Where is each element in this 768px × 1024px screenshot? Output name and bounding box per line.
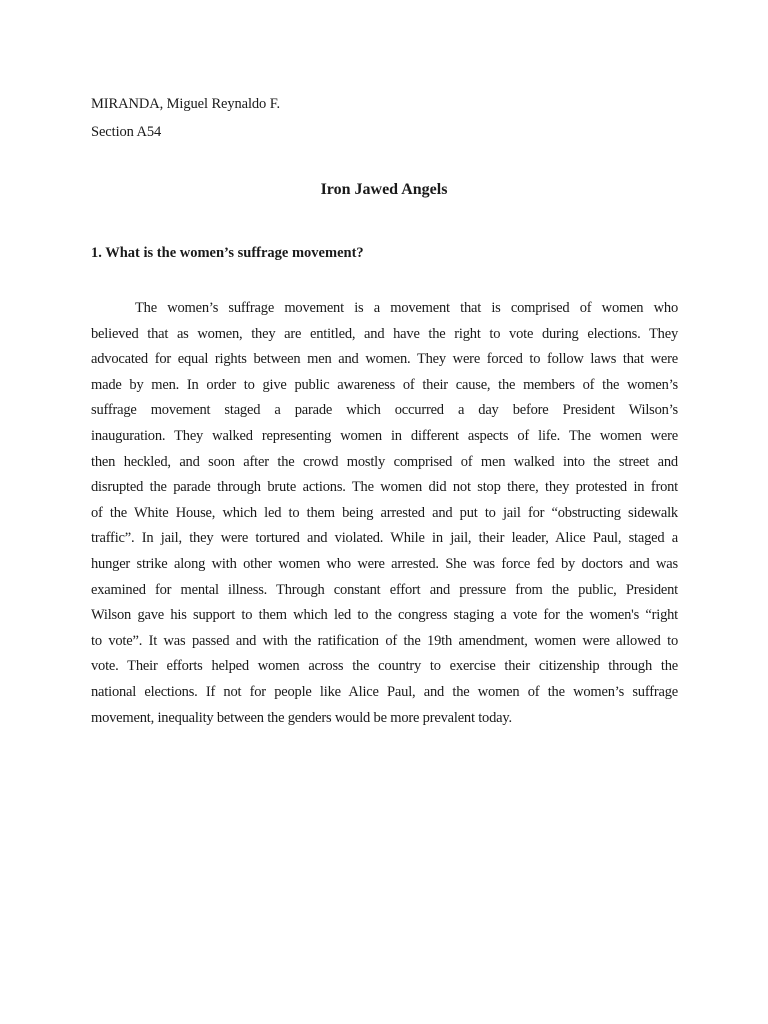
paragraph-line: hunger strike along with other women who were arrested. She was force fed by doctors and was [91,555,678,572]
paragraph-line: The women’s suffrage movement is a movement that is comprised of women who [135,300,678,316]
paragraph-line: made by men. In order to give public awareness of their cause, the members of the women’s [91,376,678,393]
paragraph-line: Wilson gave his support to them which led to the congress staging a vote for the women's “right [91,607,678,624]
paragraph-line: examined for mental illness. Through constant effort and pressure from the public, President [91,581,678,598]
document-title: Iron Jawed Angels [320,181,448,198]
paragraph-line: of the White House, which led to them being arrested and put to jail for “obstructing sidewalk [91,504,678,521]
paragraph-line: inauguration. They walked representing women in different aspects of life. The women were [91,427,678,444]
paragraph-line: then heckled, and soon after the crowd mostly comprised of men walked into the street and [91,453,678,470]
paragraph-line: believed that as women, they are entitled, and have the right to vote during elections. They [91,325,678,342]
class-section: Section A54 [91,124,162,140]
paragraph-line: national elections. If not for people like Alice Paul, and the women of the women’s suffrage [91,683,678,700]
paragraph-line: movement, inequality between the genders would be more prevalent today. [91,709,512,726]
paragraph-line: traffic”. In jail, they were tortured and violated. While in jail, their leader, Alice Paul, staged a [91,530,678,547]
paragraph-line: disrupted the parade through brute actions. The women did not stop there, they protested in front [91,479,678,496]
paragraph-line: suffrage movement staged a parade which occurred a day before President Wilson’s [91,402,678,419]
paragraph-line: vote. Their efforts helped women across the country to exercise their citizenship through the [91,658,678,675]
answer-paragraph [91,299,678,734]
paragraph-line: to vote”. It was passed and with the ratification of the 19th amendment, women were allowed to [91,632,678,649]
paragraph-line: advocated for equal rights between men and women. They were forced to follow laws that were [91,351,678,368]
author-name: MIRANDA, Miguel Reynaldo F. [91,96,281,112]
question-heading: 1. What is the women’s suffrage movement? [91,245,364,261]
